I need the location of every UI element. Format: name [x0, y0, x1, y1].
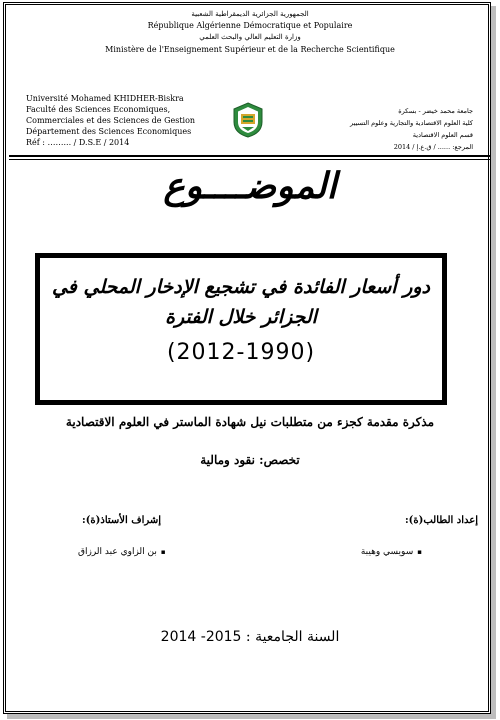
university-info-ar [350, 105, 473, 153]
faculty-name-ar: كلية العلوم الاقتصادية والتجارية وعلوم التسيير [350, 119, 473, 127]
header-ministry-fr: Ministère de l'Enseignement Supérieur et de la Recherche Scientifique [105, 45, 395, 54]
header-divider-thick [9, 155, 491, 157]
student-name-row [361, 547, 422, 557]
bullet-icon: ▪ [417, 548, 422, 556]
supervisor-name: بن الزاوي عبد الرزاق [78, 547, 157, 557]
university-name-fr: Université Mohamed KHIDHER-Biskra [26, 94, 184, 103]
topic-heading: الموضــــوع [163, 165, 337, 207]
academic-year-label: السنة الجامعية : [245, 629, 340, 645]
header-republic-ar: الجمهورية الجزائرية الديمقراطية الشعبية [191, 10, 309, 18]
department-name-fr: Département des Sciences Economiques [26, 127, 192, 136]
reference-ar: المرجع: ...... / ق.ع.إ / 2014 [393, 143, 473, 151]
thesis-title-box [35, 253, 447, 405]
header-republic-fr: République Algérienne Démocratique et Populaire [147, 21, 353, 30]
specialty-text: تخصص: نقود ومالية [200, 453, 300, 467]
bullet-icon: ▪ [160, 548, 166, 556]
document-page [3, 2, 491, 714]
thesis-title-line-1: دور أسعار الفائدة في تشجيع الإدخار المحلي في [51, 276, 431, 298]
page-shadow-right [491, 6, 496, 716]
university-logo-icon [232, 102, 264, 138]
student-name: سويسي وهيبة [360, 547, 414, 557]
academic-year-value: 2015- 2014 [160, 629, 242, 645]
thesis-title-years: (2012-1990) [166, 340, 316, 365]
thesis-title-line-2: الجزائر خلال الفترة [165, 306, 317, 328]
academic-year [6, 629, 494, 645]
memo-description: مذكرة مقدمة كجزء من متطلبات نيل شهادة الماستر في العلوم الاقتصادية [65, 415, 435, 429]
header-ministry-ar: وزارة التعليم العالي والبحث العلمي [199, 33, 301, 41]
supervisor-label: إشراف الأستاذ(ة): [82, 515, 162, 526]
university-name-ar: جامعة محمد خيضر - بسكرة [398, 107, 473, 115]
university-info-fr [26, 93, 195, 148]
faculty-name-fr-2: Commerciales et des Sciences de Gestion [26, 116, 196, 125]
reference-fr: Réf : ……... / D.S.E / 2014 [26, 138, 130, 147]
faculty-name-fr-1: Faculté des Sciences Economiques, [26, 105, 171, 114]
student-label: إعداد الطالب(ة): [404, 515, 478, 526]
supervisor-name-row [78, 547, 166, 557]
header-divider-thin [9, 159, 491, 160]
department-name-ar: قسم العلوم الاقتصادية [412, 131, 473, 139]
page-shadow-bottom [7, 714, 496, 719]
